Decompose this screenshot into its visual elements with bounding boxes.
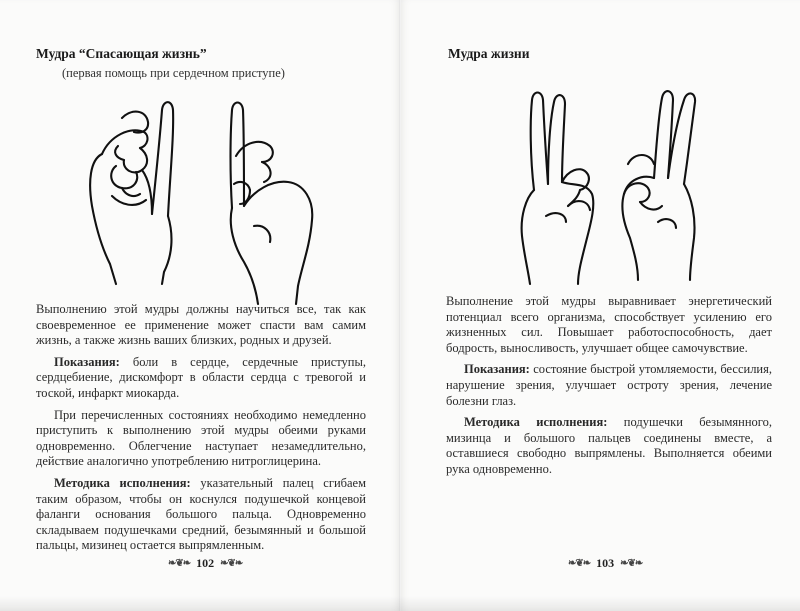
left-method-text: указательный палец сгибаем таким образом, чтобы он коснулся подушечкой концевой фаланги основания большого пальца. Одновременно складываем подушечками средний, безымянный и большой пальцы, мизинец остается выпрямленным.: [36, 475, 367, 553]
right-page-title: Мудра жизни: [448, 46, 530, 61]
left-page-folio: [168, 556, 242, 571]
left-page-paragraph-2: При перечисленных состояниях необходимо немедленно приступить к выполнению этой мудры обеими руками одновременно. Облегчение наступает незамедлительно, действие аналогично употреблению нитроглицерина.: [36, 407, 366, 469]
page-bottom-shadow: [0, 596, 800, 611]
left-page-body: [36, 302, 366, 560]
mudra-saving-life-hand-side-illustration: [214, 96, 324, 306]
left-page-method: [36, 476, 366, 554]
right-page-folio: [568, 556, 642, 571]
left-page-indications: [36, 355, 366, 402]
book-spine: [399, 0, 401, 611]
left-indications-label: Показания:: [54, 354, 120, 369]
right-indications-label: Показания:: [464, 362, 530, 377]
mudra-of-life-right-hand-illustration: [612, 82, 712, 282]
right-page-number: 103: [596, 556, 615, 570]
folio-ornament-left: ❧❦❧: [168, 558, 191, 569]
mudra-of-life-left-hand-illustration: [506, 86, 606, 286]
right-method-text: подушечки безымянного, мизинца и большого пальцев соединены вместе, а оставшиеся свободно выпрямлены. Выполняется обеими рука одновременно.: [446, 415, 772, 476]
right-page-indications: [446, 362, 772, 409]
mudra-saving-life-hand-front-illustration: [82, 96, 192, 286]
right-page-method: [446, 415, 772, 477]
right-page-body: [446, 294, 772, 484]
folio-ornament-left: ❧❦❧: [568, 558, 591, 569]
right-indications-text: состояние быстрой утомляемости, бессилия, нарушение зрения, улучшает остроту зрения, лечение болезни глаз.: [446, 362, 772, 408]
left-page-intro: Выполнению этой мудры должны научиться все, так как своевременное ее применение может спасти вам самим жизнь, а также жизнь ваших близких, родных и друзей.: [36, 302, 366, 348]
folio-ornament-right: ❧❦❧: [220, 558, 243, 569]
left-page-title: Мудра “Спасающая жизнь”: [36, 46, 207, 61]
left-indications-text: боли в сердце, сердечные приступы, сердцебиение, дискомфорт в области сердца с тревогой и тоской, инфаркт миокарда.: [36, 354, 366, 400]
right-method-label: Методика исполнения:: [464, 415, 608, 430]
left-page-number: 102: [196, 556, 215, 570]
left-page-subtitle: (первая помощь при сердечном приступе): [62, 66, 285, 80]
right-page-intro: Выполнение этой мудры выравнивает энергетический потенциал всего организма, способствует усилению его жизненных сил. Повышает работоспособность, дает бодрость, выносливость, улучшает общее самочувствие.: [446, 294, 772, 355]
folio-ornament-right: ❧❦❧: [620, 558, 643, 569]
left-method-label: Методика исполнения:: [54, 475, 191, 490]
